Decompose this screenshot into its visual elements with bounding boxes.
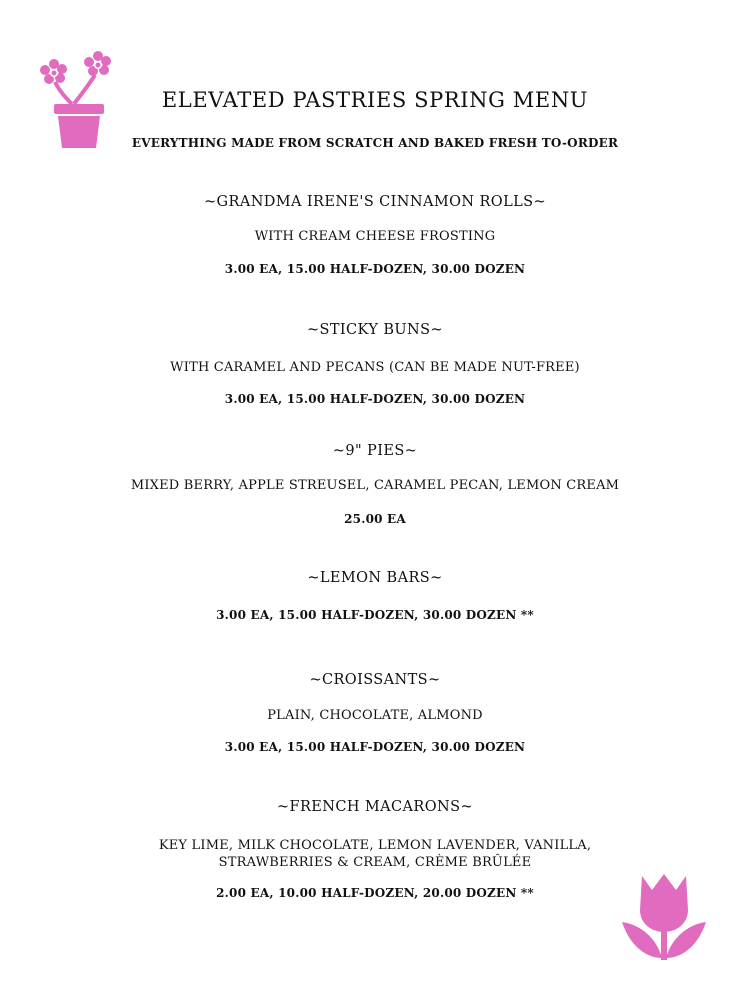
menu-subtitle: EVERYTHING MADE FROM SCRATCH AND BAKED FRESH TO-ORDER bbox=[131, 136, 619, 150]
section-description-cinnamon-rolls: WITH CREAM CHEESE FROSTING bbox=[254, 229, 496, 244]
section-description-croissants: PLAIN, CHOCOLATE, ALMOND bbox=[267, 708, 483, 723]
section-heading-french-macarons: ~FRENCH MACARONS~ bbox=[276, 799, 473, 815]
section-heading-croissants: ~CROISSANTS~ bbox=[309, 672, 441, 688]
section-heading-lemon-bars: ~LEMON BARS~ bbox=[307, 570, 443, 586]
section-price-croissants: 3.00 EA, 15.00 HALF-DOZEN, 30.00 DOZEN bbox=[224, 740, 526, 754]
section-description-french-macarons-line1: KEY LIME, MILK CHOCOLATE, LEMON LAVENDER, VANILLA, bbox=[158, 838, 592, 853]
section-heading-pies: ~9" PIES~ bbox=[332, 443, 418, 459]
section-heading-cinnamon-rolls: ~GRANDMA IRENE'S CINNAMON ROLLS~ bbox=[203, 194, 547, 210]
section-description-pies: MIXED BERRY, APPLE STREUSEL, CARAMEL PECAN, LEMON CREAM bbox=[130, 478, 620, 493]
tulip-icon bbox=[618, 866, 710, 966]
section-price-lemon-bars: 3.00 EA, 15.00 HALF-DOZEN, 30.00 DOZEN ** bbox=[216, 608, 534, 622]
section-heading-sticky-buns: ~STICKY BUNS~ bbox=[306, 322, 444, 338]
section-price-sticky-buns: 3.00 EA, 15.00 HALF-DOZEN, 30.00 DOZEN bbox=[224, 392, 526, 406]
section-price-cinnamon-rolls: 3.00 EA, 15.00 HALF-DOZEN, 30.00 DOZEN bbox=[224, 262, 526, 276]
section-price-french-macarons: 2.00 EA, 10.00 HALF-DOZEN, 20.00 DOZEN ** bbox=[216, 886, 534, 900]
menu-title: ELEVATED PASTRIES SPRING MENU bbox=[161, 88, 589, 112]
section-description-sticky-buns: WITH CARAMEL AND PECANS (CAN BE MADE NUT-FREE) bbox=[170, 360, 580, 375]
section-description-french-macarons-line2: STRAWBERRIES & CREAM, CRÈME BRÛLÉE bbox=[218, 855, 532, 870]
section-price-pies: 25.00 EA bbox=[344, 512, 406, 526]
